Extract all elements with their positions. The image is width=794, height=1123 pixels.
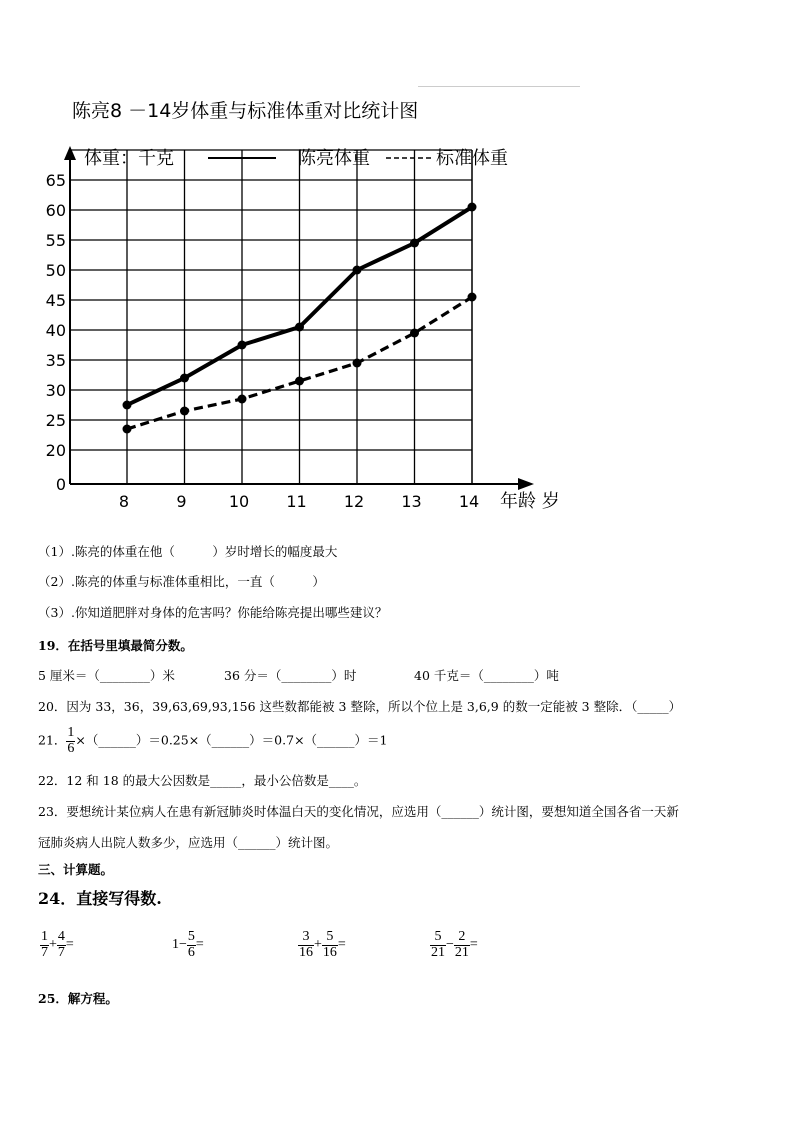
question-18-2: （2）.陈亮的体重与标准体重相比，一直（ ） (38, 574, 325, 589)
x-tick-label: 12 (343, 492, 365, 511)
y-tick-label: 60 (45, 201, 66, 220)
legend-label-actual: 陈亮体重 (298, 148, 370, 169)
x-tick-label: 8 (118, 492, 130, 511)
fraction-denominator: 6 (67, 740, 75, 756)
question-18-1: （1）.陈亮的体重在他（ ）岁时增长的幅度最大 (38, 544, 338, 559)
calc-item (40, 930, 74, 960)
fraction (298, 930, 314, 960)
y-axis-arrow (64, 146, 76, 160)
calc-operator: − (446, 937, 454, 953)
chart-legend (84, 148, 508, 169)
x-axis-label: 年龄 岁 (500, 491, 560, 512)
fraction-numerator: 5 (322, 930, 338, 946)
chart-ticks (46, 171, 560, 512)
fraction-denominator: 21 (454, 944, 469, 960)
question-18-3: （3）.你知道肥胖对身体的危害吗？你能给陈亮提出哪些建议？ (38, 605, 388, 620)
weight-line-chart (0, 0, 794, 530)
calc-equals: = (195, 937, 204, 953)
chart-grid (70, 150, 472, 484)
question-19: 19．在括号里填最简分数。 (38, 638, 193, 653)
calc-equals: = (469, 937, 478, 953)
question-19-b: 36 分＝（________）时 (224, 668, 357, 683)
point-standard (238, 395, 247, 404)
fraction (430, 930, 446, 960)
question-22: 22．12 和 18 的最大公因数是_____，最小公倍数是____。 (38, 773, 367, 788)
question-24-title: 24．直接写得数. (38, 889, 162, 908)
x-tick-label: 11 (286, 492, 307, 511)
fraction (454, 930, 470, 960)
fraction-denominator: 21 (431, 944, 445, 960)
fraction-denominator: 7 (41, 944, 48, 960)
fraction-denominator: 16 (299, 944, 313, 960)
point-actual (295, 323, 304, 332)
point-standard (295, 377, 304, 386)
legend-label-standard: 标准体重 (436, 148, 508, 169)
fraction (57, 930, 66, 960)
question-23-line1: 23．要想统计某位病人在患有新冠肺炎时体温白天的变化情况，应选用（______）统计图，要想知道全国各省一天新 (38, 804, 679, 819)
x-axis-arrow (518, 478, 534, 490)
fraction-numerator: 4 (57, 929, 65, 944)
question-25: 25．解方程。 (38, 991, 118, 1006)
calc-operator: + (49, 937, 57, 953)
calc-equals: = (337, 937, 346, 953)
x-tick-label: 9 (176, 492, 187, 511)
y-tick-label: 20 (45, 441, 66, 460)
fraction-numerator: 1 (67, 725, 75, 740)
fraction (322, 930, 338, 960)
fraction-denominator: 7 (57, 944, 65, 960)
chart-title: 陈亮8 －14岁体重与标准体重对比统计图 (72, 100, 419, 122)
question-19-a: 5 厘米＝（________）米 (38, 668, 175, 683)
point-standard (180, 407, 189, 416)
y-tick-label: 65 (45, 171, 66, 190)
x-tick-label: 14 (458, 492, 480, 511)
section-3-heading: 三、计算题。 (38, 862, 114, 877)
calc-item (172, 930, 204, 960)
y-axis-label: 体重：千克 (84, 148, 174, 169)
fraction-denominator: 6 (187, 944, 195, 960)
question-20: 20．因为 33，36，39,63,69,93,156 这些数都能被 3 整除，所以个位上是 3,6,9 的数一定能被 3 整除．（_____） (38, 699, 682, 714)
question-24 (38, 886, 162, 909)
fraction (40, 930, 49, 960)
question-19-c: 40 千克＝（________）吨 (414, 668, 559, 683)
fraction-numerator: 3 (298, 930, 314, 946)
point-standard (353, 359, 362, 368)
question-21-number: 21． (38, 732, 67, 748)
point-standard (410, 329, 419, 338)
fraction (187, 930, 196, 960)
point-actual (123, 401, 132, 410)
fraction-numerator: 5 (187, 929, 195, 944)
question-23-line2: 冠肺炎病人出院人数多少，应选用（______）统计图。 (38, 835, 339, 850)
point-standard (123, 425, 132, 434)
calc-prefix: 1− (172, 937, 187, 953)
point-actual (410, 239, 419, 248)
x-tick-label: 13 (401, 492, 422, 511)
x-tick-label: 10 (228, 492, 250, 511)
calc-equals: = (65, 937, 74, 953)
calc-item (298, 930, 346, 960)
y-tick-label: 55 (45, 231, 66, 250)
point-standard (468, 293, 477, 302)
y-tick-label: 25 (45, 411, 66, 430)
y-tick-label: 50 (45, 261, 66, 280)
question-21 (38, 726, 388, 756)
calc-item (430, 930, 478, 960)
y-tick-label: 35 (45, 351, 66, 370)
y-tick-label: 40 (45, 321, 66, 340)
point-actual (353, 266, 362, 275)
fraction-numerator: 5 (430, 930, 446, 946)
y-tick-label: 30 (45, 381, 66, 400)
y-tick-label: 45 (45, 291, 66, 310)
y-tick-label: 0 (55, 475, 66, 494)
point-actual (468, 203, 477, 212)
question-21-rest: ×（______）＝0.25×（______）＝0.7×（______）＝1 (75, 732, 388, 748)
fraction-numerator: 2 (454, 930, 470, 946)
fraction-denominator: 16 (322, 944, 337, 960)
fraction-numerator: 1 (41, 929, 48, 944)
point-actual (238, 341, 247, 350)
calc-operator: + (314, 937, 322, 953)
point-actual (180, 374, 189, 383)
